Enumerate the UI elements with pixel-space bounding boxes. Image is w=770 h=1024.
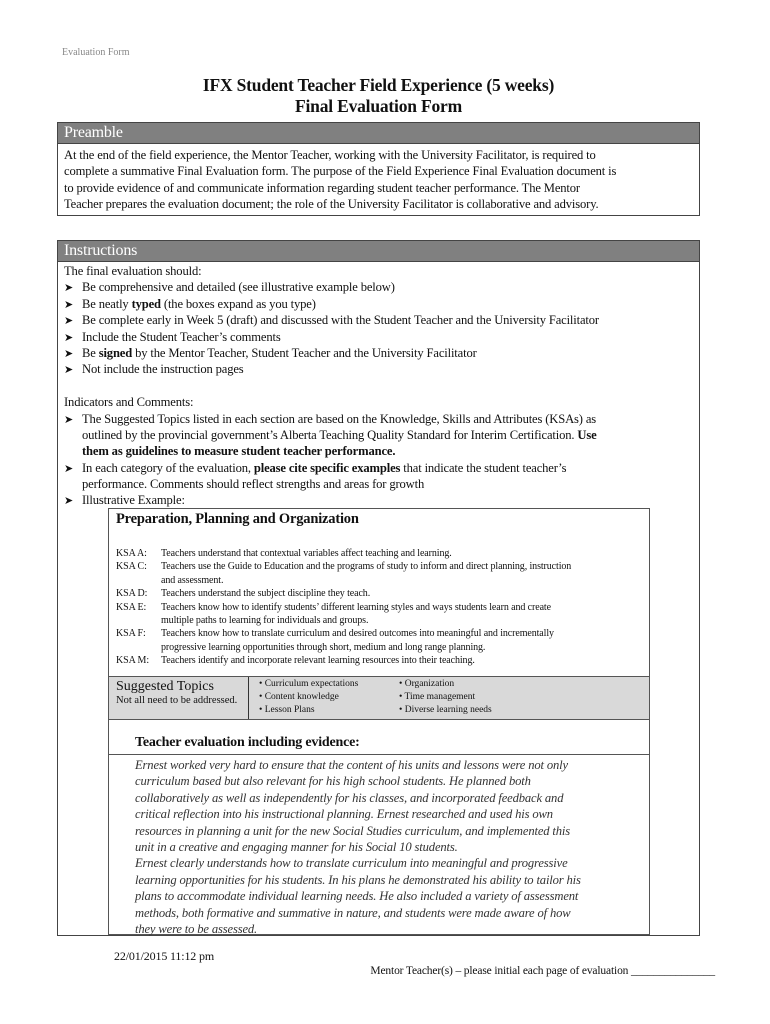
- should-item: [64, 279, 699, 295]
- arrow-bullet-icon: ➤: [64, 331, 74, 344]
- ksa-line: [116, 574, 649, 587]
- topic-item: [399, 678, 492, 691]
- topic-text: Curriculum expectations: [264, 679, 359, 689]
- bullet-icon: •: [259, 679, 265, 689]
- ksa-list: [109, 539, 649, 678]
- instructions-intro: The final evaluation should:: [64, 264, 202, 278]
- ksa-line: [116, 560, 649, 573]
- ksa-text: multiple paths to learning for individuals and groups.: [161, 614, 369, 626]
- should-item: [64, 345, 699, 361]
- ksa-code: KSA A:: [116, 548, 147, 559]
- bullet-icon: •: [259, 692, 265, 702]
- evaluation-line: collaboratively as well as independently for his classes, and incorporated feedback and: [135, 790, 564, 805]
- indicator-item-cont: performance. Comments should reflect strengths and areas for growth: [82, 477, 425, 492]
- topic-text: Diverse learning needs: [404, 705, 492, 715]
- indicator-item: ➤ Illustrative Example:: [64, 492, 699, 508]
- evaluation-text: [135, 757, 581, 937]
- indicator-item: ➤ In each category of the evaluation, please cite specific examples that indicate the student teacher’s: [64, 460, 699, 476]
- preamble-line: to provide evidence of and communicate information regarding student teacher performance. The Mentor: [64, 180, 580, 195]
- item-text: Be neatly: [82, 296, 132, 311]
- ksa-line: [116, 654, 649, 667]
- preamble-heading: Preamble: [58, 123, 699, 144]
- evaluation-line: Ernest worked very hard to ensure that the content of his units and lessons were not only: [135, 758, 568, 772]
- arrow-bullet-icon: ➤: [64, 298, 74, 311]
- ksa-code: KSA E:: [116, 601, 147, 613]
- ksa-text: Teachers understand the subject discipline they teach.: [161, 588, 371, 600]
- ksa-line: [116, 601, 649, 614]
- ksa-text: Teachers know how to identify students’ different learning styles and ways students learn and create: [161, 601, 551, 613]
- item-text: Be complete early in Week 5 (draft) and discussed with the Student Teacher and the University Facilitator: [82, 313, 599, 328]
- item-text: Be comprehensive and detailed (see illustrative example below): [82, 280, 395, 295]
- suggested-topics-note: Not all need to be addressed.: [116, 695, 238, 706]
- evaluation-line: unit in a creative and engaging manner for his Social 10 students.: [135, 839, 458, 854]
- footer-initial-line: Mentor Teacher(s) – please initial each page of evaluation _______________: [370, 965, 715, 977]
- ksa-text: Teachers use the Guide to Education and the programs of study to inform and direct planning, instruction: [161, 561, 572, 573]
- topic-item: [259, 704, 358, 717]
- indicator-item-cont: them as guidelines to measure student teacher performance.: [82, 444, 396, 459]
- arrow-bullet-icon: ➤: [64, 462, 74, 475]
- topic-item: [399, 691, 492, 704]
- should-list: [64, 279, 699, 377]
- topic-item: [259, 691, 358, 704]
- evaluation-heading: Teacher evaluation including evidence:: [109, 735, 649, 755]
- evaluation-line: critical reflection into his instructional planning. Ernest researched and used his own: [135, 807, 553, 822]
- arrow-bullet-icon: ➤: [64, 282, 74, 295]
- title-line-1: IFX Student Teacher Field Experience (5 weeks): [202, 75, 555, 95]
- ksa-text: Teachers understand that contextual variables affect teaching and learning.: [161, 548, 452, 559]
- should-item: [64, 312, 699, 328]
- preamble-line: At the end of the field experience, the Mentor Teacher, working with the University Facilitator, is required to: [64, 148, 596, 162]
- preamble-line: complete a summative Final Evaluation form. The purpose of the Field Experience Final Evaluation document is: [64, 164, 617, 179]
- arrow-bullet-icon: ➤: [64, 413, 74, 426]
- bullet-icon: •: [399, 679, 405, 689]
- example-heading: Preparation, Planning and Organization: [116, 511, 359, 527]
- topics-column-2: [399, 678, 492, 717]
- topic-item: [259, 678, 358, 691]
- ksa-line: [116, 547, 649, 560]
- indicator-item: ➤ The Suggested Topics listed in each section are based on the Knowledge, Skills and Attributes (KSAs) as: [64, 411, 699, 427]
- suggested-topics-row: [109, 676, 649, 720]
- ksa-text: progressive learning opportunities through short, medium and long range planning.: [161, 641, 486, 653]
- evaluation-line: plans to accommodate individual learning needs. He also included a variety of assessment: [135, 889, 579, 904]
- indicators-heading: Indicators and Comments:: [64, 395, 194, 410]
- arrow-bullet-icon: ➤: [64, 364, 74, 377]
- should-item: [64, 361, 699, 377]
- ksa-line: [116, 614, 649, 627]
- preamble-section: [57, 122, 700, 216]
- indicator-item-cont: outlined by the provincial government’s Alberta Teaching Quality Standard for Interim Certification. Use: [82, 427, 597, 442]
- ksa-text: Teachers identify and incorporate relevant learning resources into their teaching.: [161, 655, 475, 667]
- topics-column-1: [259, 678, 358, 717]
- ksa-text: and assessment.: [161, 574, 224, 586]
- topic-text: Time management: [404, 692, 476, 702]
- bullet-icon: •: [399, 692, 405, 702]
- preamble-line: Teacher prepares the evaluation document; the role of the University Facilitator is collaborative and advisory.: [64, 197, 599, 212]
- bullet-icon: •: [259, 705, 265, 715]
- topic-item: [399, 704, 492, 717]
- ksa-line: [116, 641, 649, 654]
- arrow-bullet-icon: ➤: [64, 347, 74, 360]
- suggested-topics-heading: Suggested Topics: [116, 679, 214, 694]
- item-text: by the Mentor Teacher, Student Teacher and the University Facilitator: [132, 345, 477, 360]
- topic-text: Organization: [404, 679, 455, 689]
- should-item: [64, 296, 699, 312]
- title-line-2: Final Evaluation Form: [295, 96, 462, 116]
- running-header: Evaluation Form: [62, 47, 130, 58]
- ksa-code: KSA M:: [116, 655, 150, 667]
- evaluation-line: they were to be assessed.: [135, 921, 258, 936]
- arrow-bullet-icon: ➤: [64, 315, 74, 328]
- ksa-line: [116, 627, 649, 640]
- item-text: Include the Student Teacher’s comments: [82, 329, 281, 344]
- item-bold-text: signed: [98, 345, 133, 360]
- ksa-line: [116, 587, 649, 600]
- ksa-code: KSA D:: [116, 588, 148, 600]
- instructions-heading: Instructions: [58, 241, 699, 262]
- bullet-icon: •: [399, 705, 405, 715]
- item-text: (the boxes expand as you type): [160, 296, 316, 311]
- ksa-code: KSA C:: [116, 561, 147, 573]
- ksa-text: Teachers know how to translate curriculum and desired outcomes into meaningful and incrementally: [161, 628, 554, 640]
- evaluation-line: methods, both formative and summative in nature, and students were made aware of how: [135, 905, 571, 920]
- item-text: Not include the instruction pages: [82, 362, 244, 377]
- topic-text: Content knowledge: [264, 692, 339, 702]
- evaluation-line: curriculum based but also relevant for his high school students. He planned both: [135, 774, 531, 789]
- evaluation-line: Ernest clearly understands how to translate curriculum into meaningful and progressive: [135, 856, 568, 871]
- item-text: Be: [82, 345, 99, 360]
- footer-timestamp: 22/01/2015 11:12 pm: [114, 949, 215, 963]
- topic-text: Lesson Plans: [264, 705, 315, 715]
- evaluation-line: learning opportunities for his students. In his plans he demonstrated his ability to tailor his: [135, 872, 581, 887]
- evaluation-line: resources in planning a unit for the new Social Studies curriculum, and implemented this: [135, 823, 570, 838]
- ksa-code: KSA F:: [116, 628, 146, 640]
- should-item: [64, 329, 699, 345]
- arrow-bullet-icon: ➤: [64, 495, 74, 508]
- item-bold-text: typed: [131, 296, 161, 311]
- illustrative-example-box: [108, 508, 650, 935]
